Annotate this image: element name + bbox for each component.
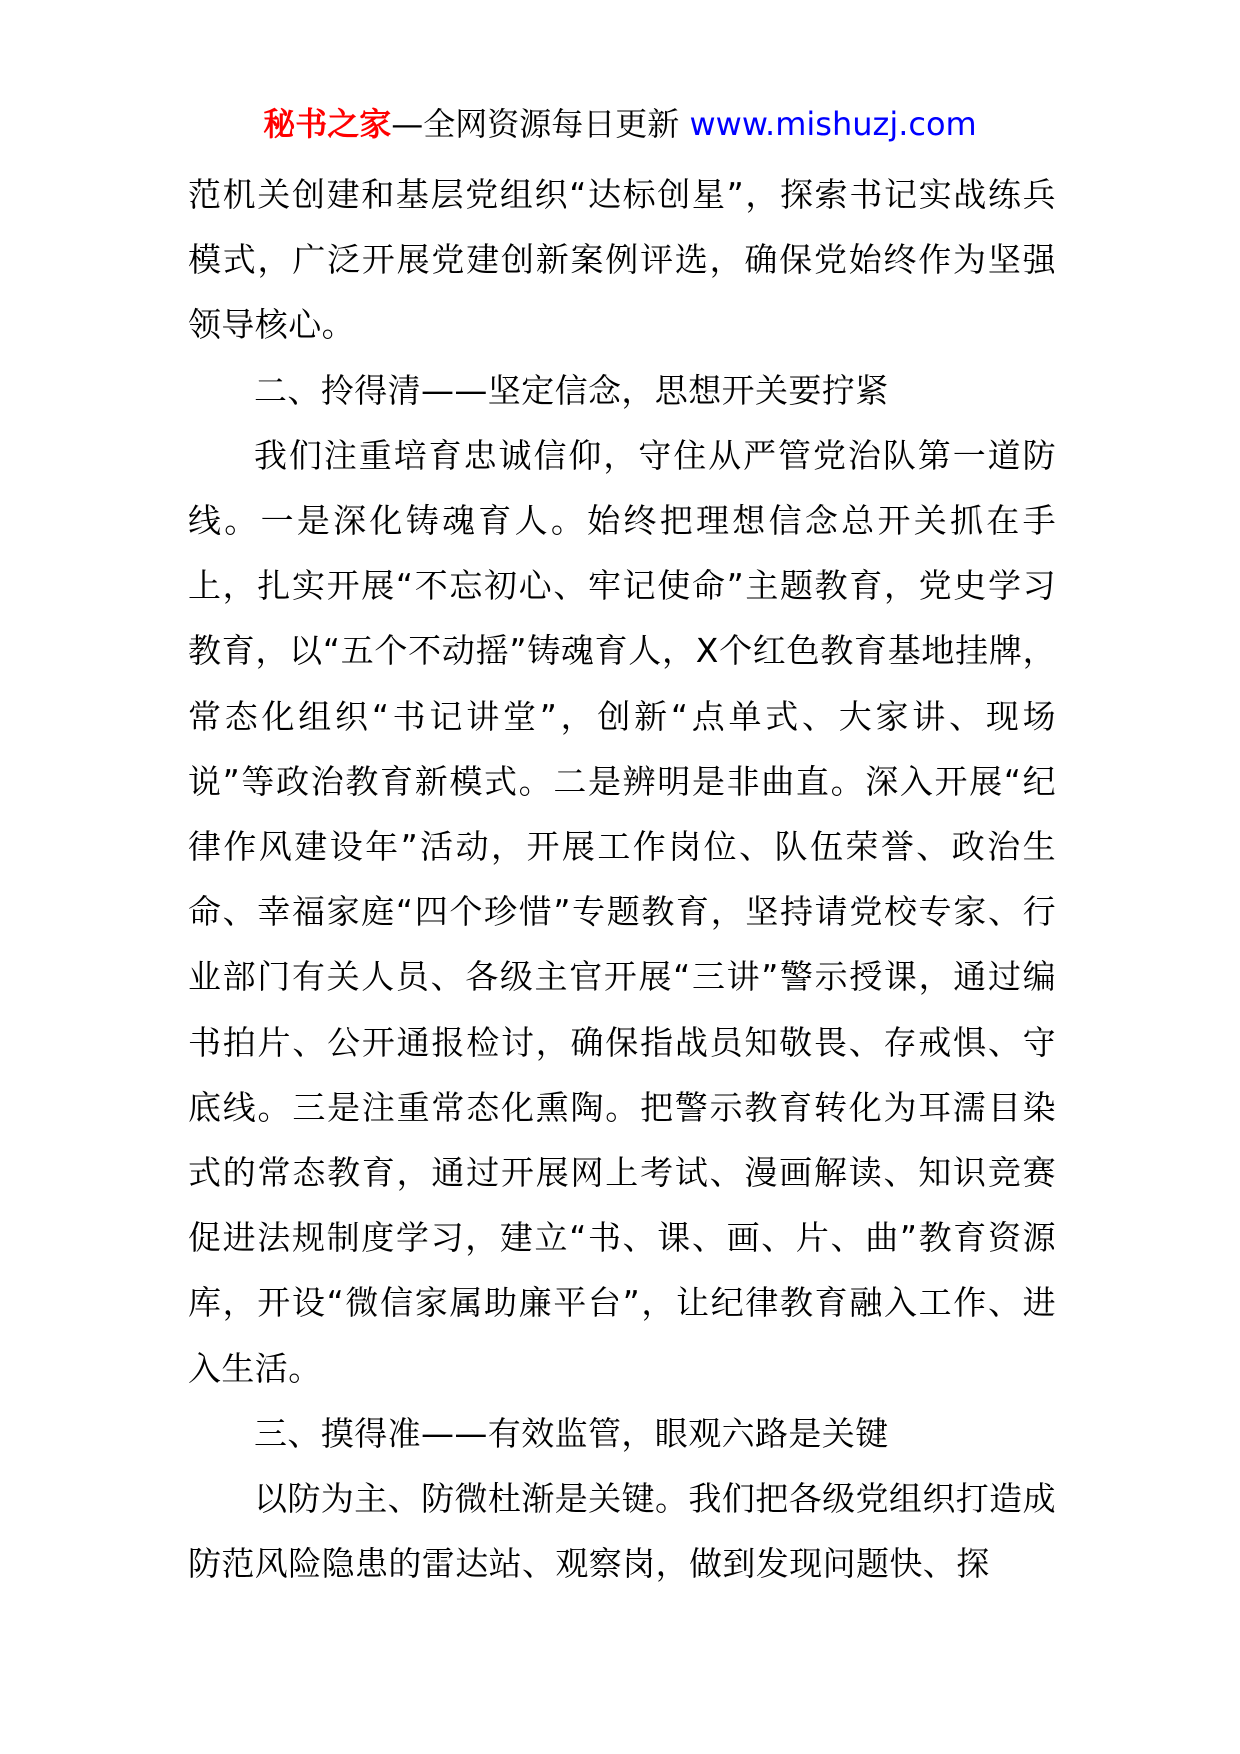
site-tagline: —全网资源每日更新 <box>391 105 680 143</box>
paragraph-section-3: 以防为主、防微杜渐是关键。我们把各级党组织打造成防范风险隐患的雷达站、观察岗，做到发现问题快、探 <box>188 1479 1056 1584</box>
paragraph-continued: 范机关创建和基层党组织“达标创星”，探索书记实战练兵模式，广泛开展党建创新案例评选，确保党始终作为坚强领导核心。 <box>188 175 1056 345</box>
section-heading-2: 二、拎得清——坚定信念，思想开关要拧紧 <box>254 370 889 410</box>
page-header <box>0 98 1240 150</box>
document-body <box>188 162 1056 1596</box>
section-heading-3: 三、摸得准——有效监管，眼观六路是关键 <box>254 1413 889 1453</box>
site-url-link[interactable]: www.mishuzj.com <box>689 105 977 143</box>
site-brand: 秘书之家 <box>263 105 392 143</box>
paragraph-section-2: 我们注重培育忠诚信仰，守住从严管党治队第一道防线。一是深化铸魂育人。始终把理想信念总开关抓在手上，扎实开展“不忘初心、牢记使命”主题教育，党史学习教育，以“五个不动摇”铸魂育人，X个红色教育基地挂牌，常态化组织“书记讲堂”，创新“点单式、大家讲、现场说”等政治教育新模式。二是辨明是非曲直。深入开展“纪律作风建设年”活动，开展工作岗位、队伍荣誉、政治生命、幸福家庭“四个珍惜”专题教育，坚持请党校专家、行业部门有关人员、各级主官开展“三讲”警示授课，通过编书拍片、公开通报检讨，确保指战员知敬畏、存戒惧、守底线。三是注重常态化熏陶。把警示教育转化为耳濡目染式的常态教育，通过开展网上考试、漫画解读、知识竞赛促进法规制度学习，建立“书、课、画、片、曲”教育资源库，开设“微信家属助廉平台”，让纪律教育融入工作、进入生活。 <box>188 435 1056 1388</box>
